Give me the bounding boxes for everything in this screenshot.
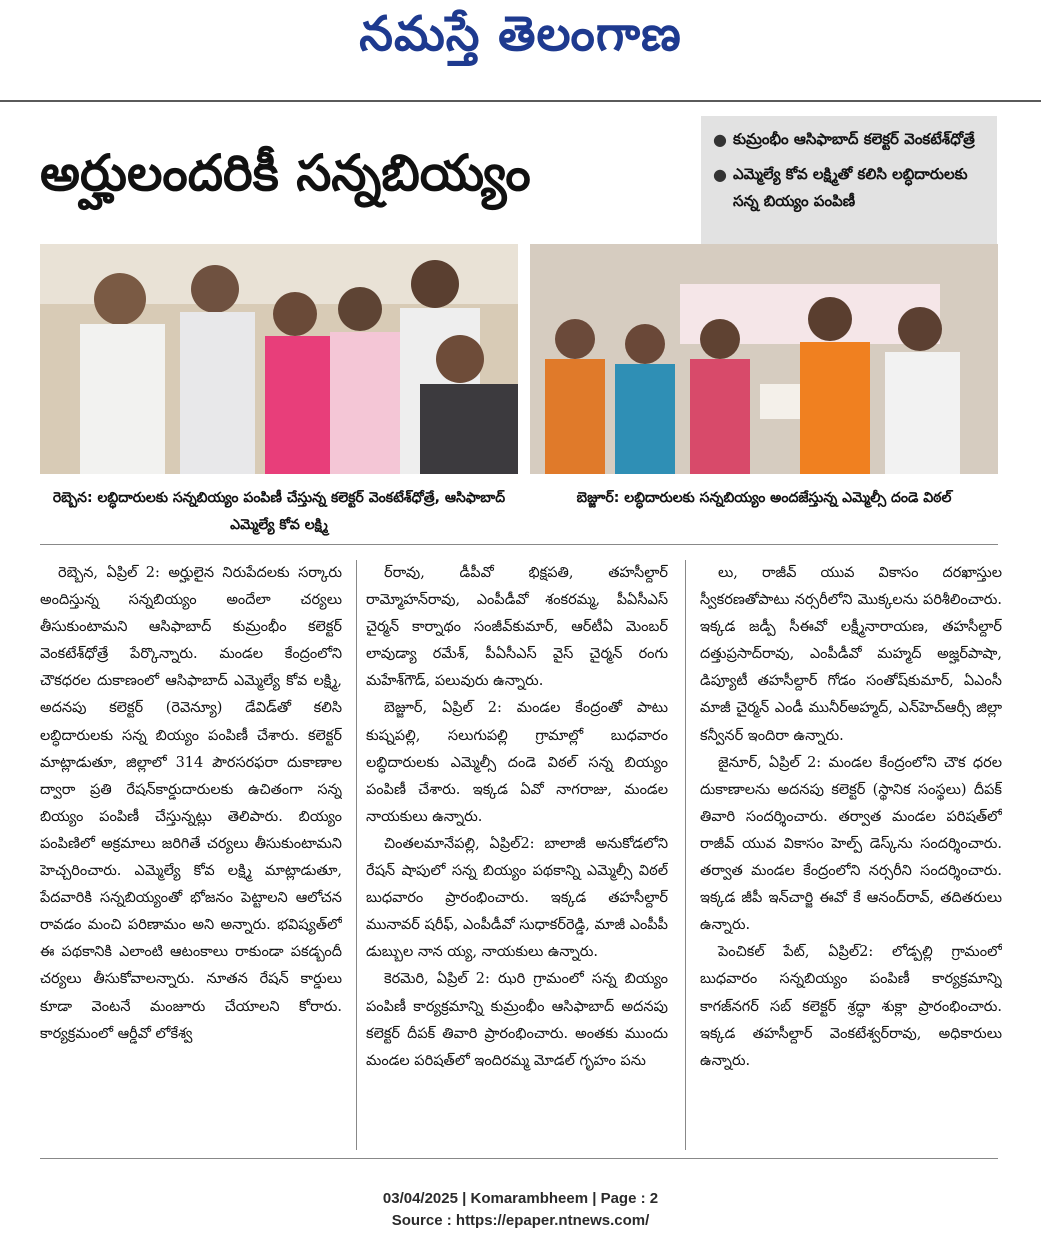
highlight-item: ● ఎమ్మెల్యే కోవ లక్ష్మితో కలిసి లబ్ధిదారులకు సన్న బియ్యం పంపిణీ: [711, 161, 987, 215]
source-link[interactable]: Source : https://epaper.ntnews.com/: [391, 1212, 650, 1229]
photo-placeholder-icon: [530, 244, 998, 474]
article-paragraph: కెరమెరి, ఏప్రిల్ 2: ఝరి గ్రామంలో సన్న బియ్యం పంపిణీ కార్యక్రమాన్ని కుమ్రంభీం ఆసిఫాబాద్ అదనపు కలెక్టర్ దీపక్ తివారి ప్రారంభించారు. అంతకు ముందు మండల పరిషత్‌లో ఇందిరమ్మ మోడల్ గృహం పను: [366, 971, 668, 1069]
masthead-divider: [0, 100, 1041, 102]
edition-info: 03/04/2025 | Komarambheem | Page : 2: [382, 1190, 659, 1207]
news-photo-bejjur: [530, 244, 998, 474]
article-paragraph: చింతలమానేపల్లి, ఏప్రిల్2: బాలాజీ అనుకోడలోని రేషన్ షాపులో సన్న బియ్యం పథకాన్ని ఎమ్మెల్సీ విఠల్ బుధవారం ప్రారంభించారు. ఇక్కడ తహసీల్దార్ మునావర్ షరీఫ్, ఎంపీడీవో సుధాకర్‌రెడ్డి, మాజీ ఎంపీపీ డుబ్బుల నాన య్య, నాయకులు ఉన్నారు.: [366, 835, 668, 961]
newspaper-logo: నమస్తే తెలంగాణ: [359, 6, 682, 62]
news-photo-rebbena: [40, 244, 518, 474]
article-paragraph: లు, రాజీవ్ యువ వికాసం దరఖాస్తుల స్వీకరణతోపాటు నర్సరీలోని మొక్కలను పరిశీలించారు. ఇక్కడ జడ్పీ సీఈవో లక్ష్మీనారాయణ, తహసీల్దార్ దత్తుప్రసాద్‌రావు, ఎంపీడీవో మహ్మద్ అజ్హర్‌పాషా, డిప్యూటీ తహసీల్దార్ గోడం సంతోష్‌కుమార్, ఏఎంసీ మాజీ చైర్మన్ ఎండీ మునీర్‌అహ్మద్, ఎన్‌హెచ్‌ఆర్సీ జిల్లా కన్వీనర్ ఇందిరా ఉన్నారు.: [700, 565, 1002, 744]
article-paragraph: రెబ్బెన, ఏప్రిల్ 2: అర్హులైన నిరుపేదలకు సర్కారు అందిస్తున్న సన్నబియ్యం అందేలా చర్యలు తీసుకుంటామని ఆసిఫాబాద్ కుమ్రంభీం కలెక్టర్ వెంకటేశ్‌ధోత్రే పేర్కొన్నారు. మండల కేంద్రంలోని చౌకధరల దుకాణంలో ఆసిఫాబాద్ ఎమ్మెల్యే కోవ లక్ష్మి, అదనపు కలెక్టర్ (రెవెన్యూ) డేవిడ్‌తో కలిసి లబ్ధిదారులకు సన్న బియ్యం పంపిణీ చేశారు. కలెక్టర్ మాట్లాడుతూ, జిల్లాలో 314 పౌరసరఫరా దుకాణాల ద్వారా ప్రతి రేషన్‌కార్డుదారులకు ఉచితంగా సన్న బియ్యం పంపిణీ చేస్తున్నట్లు తెలిపారు. బియ్యం పంపిణిలో అక్రమాలు జరిగితే చర్యలు తీసుకుంటామని హెచ్చరించారు. ఎమ్మెల్యే కోవ లక్ష్మి మాట్లాడుతూ, పేదవారికి సన్నబియ్యంతో భోజనం పెట్టాలని ఆలోచన రావడం మంచి పరిణామం అని అన్నారు. భవిష్యత్‌లో ఈ పథకానికి ఎలాంటి ఆటంకాలు రాకుండా పకడ్బందీ చర్యలు తీసుకోవాలన్నారు. నూతన రేషన్ కార్డులు కూడా వెంటనే మంజూరు చేయాలని కోరారు. కార్యక్రమంలో ఆర్డీవో లోకేశ్వ: [40, 565, 342, 1042]
bullet-icon: ●: [713, 130, 727, 149]
highlight-item: ● కుమ్రంభీం ఆసిఫాబాద్ కలెక్టర్ వెంకటేశ్‌ధోత్రే: [711, 126, 987, 153]
article-paragraph: పెంచికల్ పేట్, ఏప్రిల్2: లోడ్పల్లి గ్రామంలో బుధవారం సన్నబియ్యం పంపిణీ కార్యక్రమాన్ని కాగజ్‌నగర్ సబ్ కలెక్టర్ శ్రద్ధా శుక్లా ప్రారంభించారు. ఇక్కడ తహసీల్దార్ వెంకటేశ్వర్‌రావు, అధికారులు ఉన్నారు.: [700, 944, 1002, 1069]
article-column-1: [40, 560, 342, 1150]
photo-caption-left: రెబ్బెన: లబ్ధిదారులకు సన్నబియ్యం పంపిణీ చేస్తున్న కలెక్టర్ వెంకటేశ్‌ధోత్రే, ఆసిఫాబాద్ ఎమ్మెల్యే కోవ లక్ష్మి: [52, 490, 506, 533]
photo-placeholder-icon: [40, 244, 518, 474]
section-divider: [40, 544, 998, 545]
footer-divider: [40, 1158, 998, 1159]
article-column-3: [700, 560, 1002, 1150]
masthead: [0, 0, 1041, 80]
article-paragraph: బెజ్జూర్, ఏప్రిల్ 2: మండల కేంద్రంతో పాటు కుష్నపల్లి, సలుగుపల్లి గ్రామాల్లో బుధవారం లబ్ధిదారులకు ఎమ్మెల్సీ దండె విఠల్ సన్న బియ్యం పంపిణీ చేశారు. ఇక్కడ ఏవో నాగరాజు, మండల నాయకులు ఉన్నారు.: [366, 700, 668, 825]
page-footer: [0, 1188, 1041, 1232]
article-paragraph: ర్‌రావు, డీపీవో భిక్షపతి, తహసీల్దార్ రామ్మోహన్‌రావు, ఎంపీడీవో శంకరమ్మ, పీఏసీఎస్ చైర్మన్ కార్నాథం సంజీవ్‌కుమార్, ఆర్‌టీఏ మెంబర్ లావుడ్యా రమేశ్, పీఏసీఎస్ వైస్ చైర్మన్ రంగు మహేశ్‌గౌడ్, పలువురు ఉన్నారు.: [366, 565, 668, 690]
article-column-2: [366, 560, 668, 1150]
highlights-box: [701, 116, 997, 256]
bullet-icon: ●: [713, 165, 727, 184]
article-paragraph: జైనూర్, ఏప్రిల్ 2: మండల కేంద్రంలోని చౌక ధరల దుకాణాలను అదనపు కలెక్టర్ (స్థానిక సంస్థలు) దీపక్ తివారి సందర్శించారు. తర్వాత మండల పరిషత్‌లో రాజీవ్ యువ వికాసం హెల్ప్ డెస్క్‌ను సందర్శించారు. తర్వాత మండల కేంద్రంలోని నర్సరీని సందర్శించారు. ఇక్కడ జీపీ ఇన్‌చార్జి ఈవో కే ఆనంద్‌రావ్, తదితరులు ఉన్నారు.: [700, 754, 1002, 934]
photo-caption-right: బెజ్జూర్: లబ్ధిదారులకు సన్నబియ్యం అందజేస్తున్న ఎమ్మెల్సీ దండె విఠల్: [576, 490, 952, 506]
column-divider: [356, 560, 357, 1150]
column-divider: [685, 560, 686, 1150]
headline: అర్హులందరికీ సన్నబియ్యం: [40, 144, 531, 202]
